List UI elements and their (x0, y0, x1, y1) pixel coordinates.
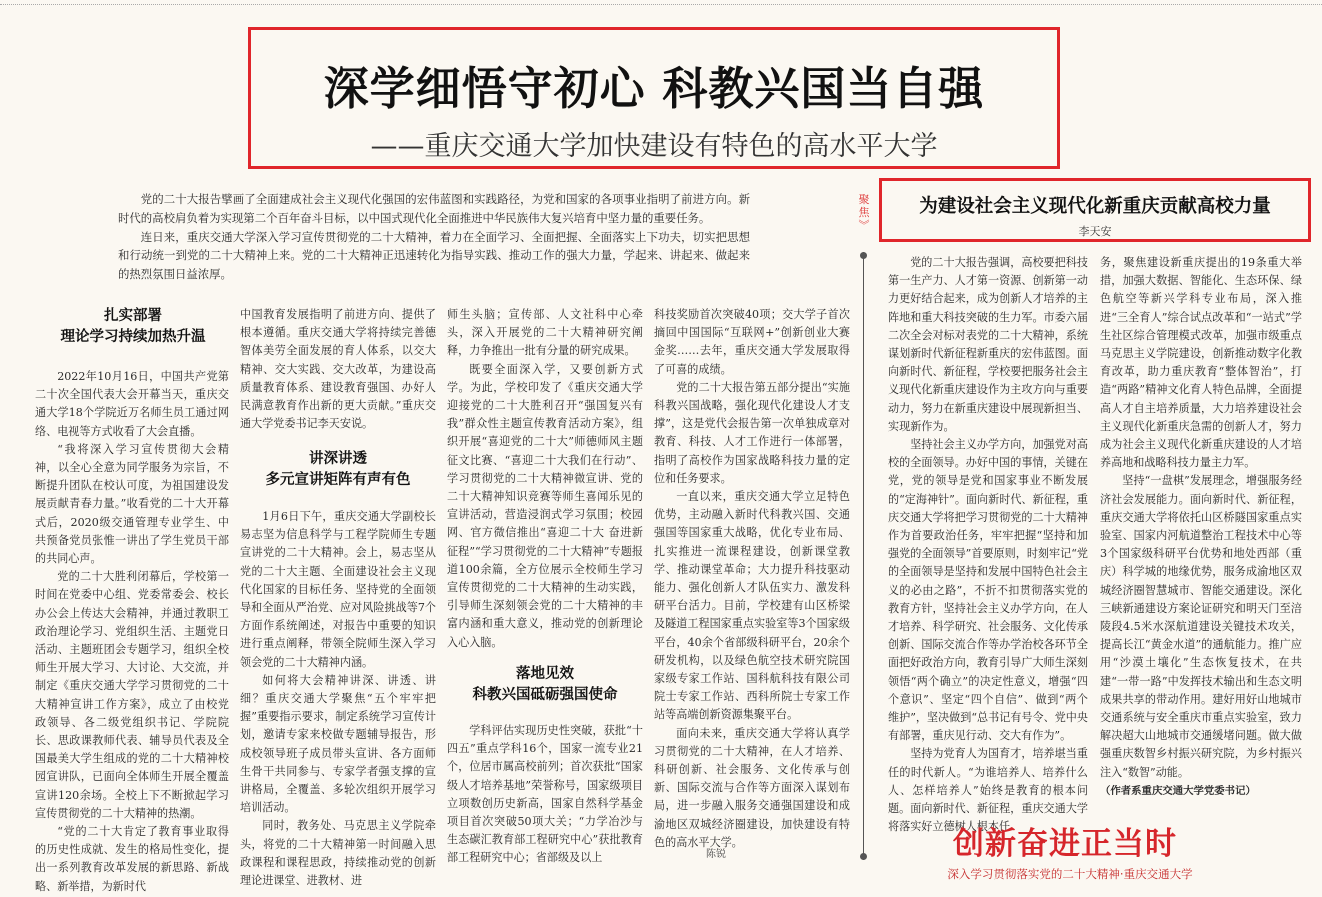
paragraph: 师生头脑；宣传部、人文社科中心牵头，深入开展党的二十大精神研究阐释，力争推出一批有分量的研究成果。 (447, 308, 643, 358)
column-2-top (240, 306, 436, 436)
paragraph: “党的二十大肯定了教育事业取得的历史性成就、发生的格局性变化，提出一系列教育改革发展的新思路、新战略、新举措，为新时代 (35, 825, 229, 893)
side-column-1 (888, 254, 1088, 834)
intro-text (118, 190, 750, 284)
paragraph: 坚持“一盘棋”发展理念，增强服务经济社会发展能力。面向新时代、新征程，重庆交通大学将依托山区桥隧国家重点实验室、国家内河航道整治工程技术中心等3个国家级科研平台优势和地处西部（重庆）科学城的地缘优势，服务成渝地区双城经济圈智慧城市、智能交通建设。深化三峡新通建设方案论证研究和明天门至涪陵段4.5米水深航道建设关键技术攻关，提高长江“黄金水道”的通航能力。推广应用“沙漠土壤化”生态恢复技术，在共建“一带一路”中发挥技术输出和生态文明成果共享的带动作用。建好用好山地城市交通系统与安全重庆市重点实验室，致力解决超大山地城市交通缓堵问题。做大做强重庆数智乡村振兴研究院，为乡村振兴注入“数智”动能。 (1100, 474, 1302, 779)
paragraph: 党的二十大报告强调，高校要把科技第一生产力、人才第一资源、创新第一动力更好结合起来，成为创新人才培养的主阵地和重大科技突破的生力军。市委六届二次全会对标对表党的二十大精神，系统谋划新时代新征程新重庆的宏伟蓝图。面向新时代、新征程，学校要把服务社会主义现代化新重庆建设作为主攻方向与重要动力，努力在新重庆建设中展现新担当、实现新作为。 (888, 256, 1088, 433)
column-3-top (447, 306, 643, 652)
main-title: 深学细悟守初心 科教兴国当自强 (323, 62, 985, 115)
section3-heading: 落地见效 科教兴国砥砺强国使命 (472, 666, 618, 703)
column-2 (240, 508, 436, 892)
column-1 (35, 368, 229, 892)
side-column-2 (1100, 254, 1302, 810)
paragraph: 中国教育发展指明了前进方向、提供了根本遵循。重庆交通大学将持续完善德智体美劳全面发展的育人体系，以交大精神、交大实践、交大改革，为建设高质量教育体系、建设教育强国、办好人民满意教育作出新的更大贡献。”重庆交通大学党委书记李天安说。 (240, 308, 436, 431)
author-note: （作者系重庆交通大学党委书记） (1100, 784, 1256, 797)
side-author: 李天安 (1078, 225, 1112, 238)
paragraph: “我将深入学习宣传贯彻大会精神，以全心全意为同学服务为宗旨，不断提升团队在校认可度，为祖国建设发展贡献青春力量。”收看党的二十大开幕式后，2020级交通管理专业学生、中共预备党员张惟一讲出了学生党员干部的共同心声。 (35, 442, 229, 566)
paragraph: 坚持为党育人为国育才，培养堪当重任的时代新人。“为谁培养人、培养什么人、怎样培养人”始终是教育的根本问题。面向新时代、新征程，重庆交通大学将落实好立德树人根本任 (888, 747, 1088, 834)
banner-title: 创新奋进正当时 (953, 826, 1177, 862)
paragraph: 党的二十大胜利闭幕后，学校第一时间在党委中心组、党委常委会、校长办公会上传达大会精神，并通过教职工政治理论学习、党组织生活、主题党日活动、主题班团会专题学习，组织全校师生开展大学习、大讨论、大交流，并制定《重庆交通大学学习贯彻党的二十大精神宣讲工作方案》，成立了由校党政领导、各二级党组织书记、学院院长、思政课教师代表、辅导员代表及全国最美大学生组成的党的二十大精神校园宣讲队，已面向全体师生开展全覆盖宣讲120余场。全校上下不断掀起学习宣传贯彻党的二十大精神的热潮。 (35, 570, 229, 820)
column-3 (447, 722, 643, 892)
side-title: 为建设社会主义现代化新重庆贡献高校力量 (919, 196, 1271, 217)
paragraph: 同时，教务处、马克思主义学院牵头，将党的二十大精神第一时间融入思政课程和课程思政，持续推动党的创新理论进课堂、进教材、进 (240, 819, 436, 888)
paragraph: 如何将大会精神讲深、讲透、讲细？重庆交通大学聚焦“五个牢牢把握”重要指示要求，制定系统学习宣传计划，邀请专家来校做专题辅导报告，形成校领导班子成员带头宣讲、各方面师生骨干共同参与、专家学者强支撑的宣讲格局，全覆盖、多轮次组织开展学习培训活动。 (240, 673, 436, 815)
section1-heading: 扎实部署 理论学习持续加热升温 (60, 308, 206, 345)
section2-heading: 讲深讲透 多元宣讲矩阵有声有色 (265, 451, 411, 488)
divider-dot (860, 853, 867, 860)
banner-subtitle: 深入学习贯彻落实党的二十大精神·重庆交通大学 (947, 867, 1193, 881)
column-4 (654, 306, 850, 849)
top-edge-marks (0, 0, 1322, 5)
paragraph: 面向未来，重庆交通大学将认真学习贯彻党的二十大精神，在人才培养、科研创新、社会服务、文化传承与创新、国际交流与合作等方面深入谋划布局，进一步融入服务交通强国建设和成渝地区双城经济圈建设，加快建设有特色的高水平大学。 (654, 726, 850, 849)
title-box (248, 27, 1060, 169)
paragraph: 党的二十大报告第五部分提出“实施科教兴国战略，强化现代化建设人才支撑”，这是党代会报告第一次单独成章对教育、科技、人才工作进行一体部署，指明了高校作为国家战略科技力量的定位和任务要求。 (654, 380, 850, 485)
paragraph: 一直以来，重庆交通大学立足特色优势，主动融入新时代科教兴国、交通强国等国家重大战略，优化专业布局、扎实推进一流课程建设，创新课堂教学、推动课堂革命；大力提升科技驱动能力、强化创新人才队伍实力、激发科研平台活力。目前，学校建有山区桥梁及隧道工程国家重点实验室等3个国家级平台，40余个省部级科研平台，20余个研发机构，以及绿色航空技术研究院国家级专家工作站、国科航科技有限公司院士专家工作站、西科所院士专家工作站等高端创新资源集聚平台。 (654, 490, 850, 722)
paragraph: 2022年10月16日，中国共产党第二十次全国代表大会开幕当天，重庆交通大学18个学院近万名师生员工通过网络、电视等方式收看了大会直播。 (35, 370, 229, 438)
intro-paragraph: 党的二十大报告擘画了全面建成社会主义现代化强国的宏伟蓝图和实践路径，为党和国家的各项事业指明了前进方向。新时代的高校肩负着为实现第二个百年奋斗目标，以中国式现代化全面推进中华民族伟大复兴培育中坚力量的重要任务。 (118, 192, 750, 225)
paragraph: 1月6日下午，重庆交通大学副校长易志坚为信息科学与工程学院师生专题宣讲党的二十大精神。会上，易志坚从党的二十大主题、全面建设社会主义现代化国家的目标任务、坚持党的全面领导和全面从严治党、应对风险挑战等7个方面作系统阐述，对报告中重要的知识进行重点阐释，带领全院师生深入学习领会党的二十大精神内涵。 (240, 510, 436, 669)
subtitle: ——重庆交通大学加快建设有特色的高水平大学 (370, 131, 938, 162)
side-title-box (879, 178, 1311, 242)
paragraph: 务，聚焦建设新重庆提出的19条重大举措，加强大数据、智能化、生态环保、绿色航空等新兴学科专业布局，深入推进“三全育人”综合试点改革和“一站式”学生社区综合管理模式改革，加强市级重点马克思主义学院建设，创新推动数字化教育改革，助力重庆教育“整体智治”，打造“两路”精神文化育人特色品牌，全面提高人才自主培养质量，大力培养建设社会主义现代化新重庆急需的创新人才，努力成为社会主义现代化新重庆建设的人才培养高地和战略科技力量主力军。 (1100, 256, 1302, 470)
column-divider (863, 252, 864, 860)
paragraph: 科技奖励首次突破40项；交大学子首次摘回中国国际“互联网+”创新创业大赛金奖……去年，重庆交通大学发展取得了可喜的成绩。 (654, 308, 850, 376)
chevron-down-icon: ︾ (858, 219, 870, 232)
paragraph: 学科评估实现历史性突破，获批“十四五”重点学科16个，国家一流专业21个，位居市属高校前列；首次获批“国家级人才培养基地”荣誉称号，国家级项目立项数创历史新高，国家自然科学基金项目首次突破50项大关；“力学冶沙与生态碳汇教育部工程研究中心”获批教育部工程研究中心；省部级及以上 (447, 724, 643, 865)
paragraph: 坚持社会主义办学方向，加强党对高校的全面领导。办好中国的事情，关键在党，党的领导是党和国家事业不断发展的“定海神针”。面向新时代、新征程，重庆交通大学将把学习贯彻党的二十大精神作为首要政治任务，牢牢把握“坚持和加强党的全面领导”首要原则，时刻牢记“党的全面领导是坚持和发展中国特色社会主义的必由之路”，不折不扣贯彻落实党的教育方针，坚持社会主义办学方向，在人才培养、科学研究、社会服务、文化传承创新、国际交流合作等办学治校各环节全面把好政治方向，教育引导广大师生深刻领悟“两个确立”的决定性意义，增强“四个意识”、坚定“四个自信”、做到“两个维护”，坚决做到“总书记有号令、党中央有部署，重庆见行动、交大有作为”。 (888, 438, 1088, 743)
focus-tag: 聚焦 ︾ (858, 193, 870, 232)
intro-paragraph: 连日来，重庆交通大学深入学习宣传贯彻党的二十大精神，着力在全面学习、全面把握、全面落实上下功夫，切实把思想和行动统一到党的二十大精神上来。党的二十大精神正迅速转化为指导实践、推动工作的强大力量，学起来、讲起来、做起来的热烈氛围日益浓厚。 (118, 229, 750, 282)
paragraph: 既要全面深入学，又要创新方式学。为此，学校印发了《重庆交通大学迎接党的二十大胜利召开“强国复兴有我”群众性主题宣传教育活动方案》，组织开展“喜迎党的二十大”师德师风主题征文比赛、“喜迎二十大我们在行动”、学习贯彻党的二十大精神微宣讲、党的二十大精神知识竞赛等师生喜闻乐见的宣讲活动，营造浸润式学习氛围；校园网、官方微信推出“喜迎二十大 奋进新征程”“学习贯彻党的二十大精神”专题报道100余篇，全方位展示全校师生学习宣传贯彻党的二十大精神的生动实践，引导师生深刻领会党的二十大精神的丰富内涵和重大意义，推动党的创新理论入心入脑。 (447, 362, 643, 649)
byline-painter: 陈锐 (706, 849, 726, 860)
divider-dot (860, 252, 867, 259)
